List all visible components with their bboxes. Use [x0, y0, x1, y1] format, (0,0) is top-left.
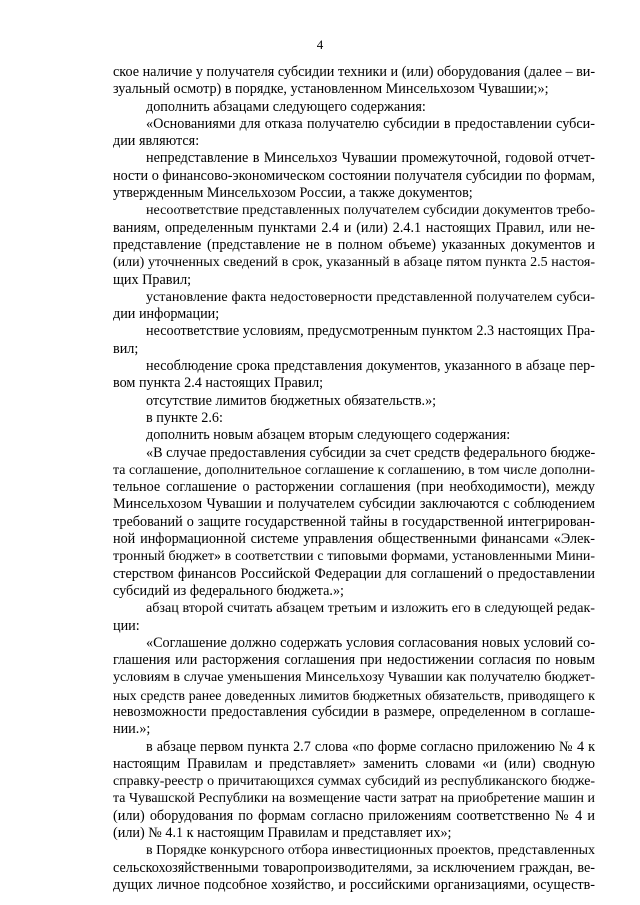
text-line: дии являются: [113, 133, 200, 150]
text-line: абзац второй считать абзацем третьим и изложить его в следующей редак- [146, 600, 595, 617]
text-line: дущих личное подсобное хозяйство, и российскими организациями, осуществ- [113, 876, 595, 893]
text-line: несоответствие условиям, предусмотренным пунктом 2.3 настоящих Пра- [146, 323, 595, 340]
text-line: ности о финансово-экономическом состоянии получателя субсидии по формам, [113, 167, 595, 184]
text-line: в пункте 2.6: [146, 409, 223, 426]
text-line: «Основаниями для отказа получателю субсидии в предоставлении субси- [146, 115, 595, 132]
text-line: сельскохозяйственными товаропроизводителями, за исключением граждан, ве- [113, 859, 595, 876]
text-line: субсидий из федерального бюджета.»; [113, 582, 344, 599]
text-line: ных средств ранее доведенных лимитов бюджетных обязательств, приводящего к [113, 687, 595, 703]
text-line: (или) уточненных сведений в срок, указанный в абзаце пятом пункта 2.5 настоя- [113, 255, 595, 271]
text-line: (или) № 4.1 к настоящим Правилам и представляет их»; [113, 825, 452, 842]
text-line: невозможности предоставления субсидии в размере, определенном в соглаше- [113, 703, 595, 720]
text-line: Минсельхозом Чувашии и получателем субсидии заключаются с соблюдением [113, 496, 595, 513]
text-line: ции: [113, 617, 140, 634]
text-line: утвержденным Минсельхозом России, а также документов; [113, 185, 473, 202]
text-line: в абзаце первом пункта 2.7 слова «по форме согласно приложению № 4 к [146, 738, 595, 755]
document-body [113, 64, 595, 894]
page-number: 4 [316, 37, 324, 52]
text-line: нии.»; [113, 721, 151, 738]
text-line: ваниям, определенным пунктами 2.4 и (или) 2.4.1 настоящих Правил, или не- [113, 219, 595, 236]
text-line: вил; [113, 340, 139, 357]
text-line: глашения или расторжения соглашения при недостижении согласия по новым [113, 652, 595, 669]
text-line: дополнить новым абзацем вторым следующего содержания: [146, 427, 511, 444]
text-line: справку-реестр о причитающихся суммах субсидий из республиканского бюдже- [113, 774, 595, 790]
text-line: ское наличие у получателя субсидии техники и (или) оборудования (далее – ви- [113, 64, 596, 80]
text-line: в Порядке конкурсного отбора инвестиционных проектов, представленных [146, 843, 595, 859]
text-line: условиям в случае уменьшения Минсельхозу Чувашии как получателю бюджет- [113, 670, 595, 686]
text-line: зуальный осмотр) в порядке, установленном Минсельхозом Чувашии;»; [113, 81, 549, 98]
text-line: настоящим Правилам и представляет» заменить словами «и (или) сводную [113, 755, 595, 772]
text-line: тронный бюджет» в соответствии с типовыми формами, установленными Мини- [113, 549, 595, 565]
text-line: ной информационной системе управления общественными финансами «Элек- [113, 531, 595, 548]
text-line: несоответствие представленных получателем субсидии документов требо- [146, 202, 596, 219]
text-line: щих Правил; [113, 271, 192, 288]
text-line: представление (представление не в полном объеме) указанных документов и [113, 236, 595, 253]
text-line: вом пункта 2.4 настоящих Правил; [113, 375, 324, 392]
text-line: отсутствие лимитов бюджетных обязательств.»; [146, 392, 437, 409]
text-line: требований о защите государственной тайны в государственной интегрирован- [113, 513, 595, 530]
text-line: та соглашение, дополнительное соглашение к соглашению, в том числе дополни- [113, 462, 595, 478]
text-line: «Соглашение должно содержать условия согласования новых условий со- [146, 634, 595, 651]
text-line: «В случае предоставления субсидии за счет средств федерального бюдже- [146, 444, 596, 461]
text-line: дополнить абзацами следующего содержания: [146, 98, 426, 115]
text-line: несоблюдение срока представления документов, указанного в абзаце пер- [146, 358, 595, 375]
text-line: дии информации; [113, 306, 220, 323]
text-line: непредставление в Минсельхоз Чувашии промежуточной, годовой отчет- [146, 150, 595, 167]
text-line: установление факта недостоверности представленной получателем субси- [146, 288, 595, 305]
text-line: та Чувашской Республики на возмещение части затрат на приобретение машин и [113, 791, 595, 807]
text-line: стерством финансов Российской Федерации для соглашений о предоставлении [113, 565, 595, 582]
text-line: тельное соглашение о расторжении соглашения (при необходимости), между [113, 479, 595, 496]
text-line: (или) оборудования по формам согласно приложениям соответственно № 4 и [113, 807, 595, 824]
